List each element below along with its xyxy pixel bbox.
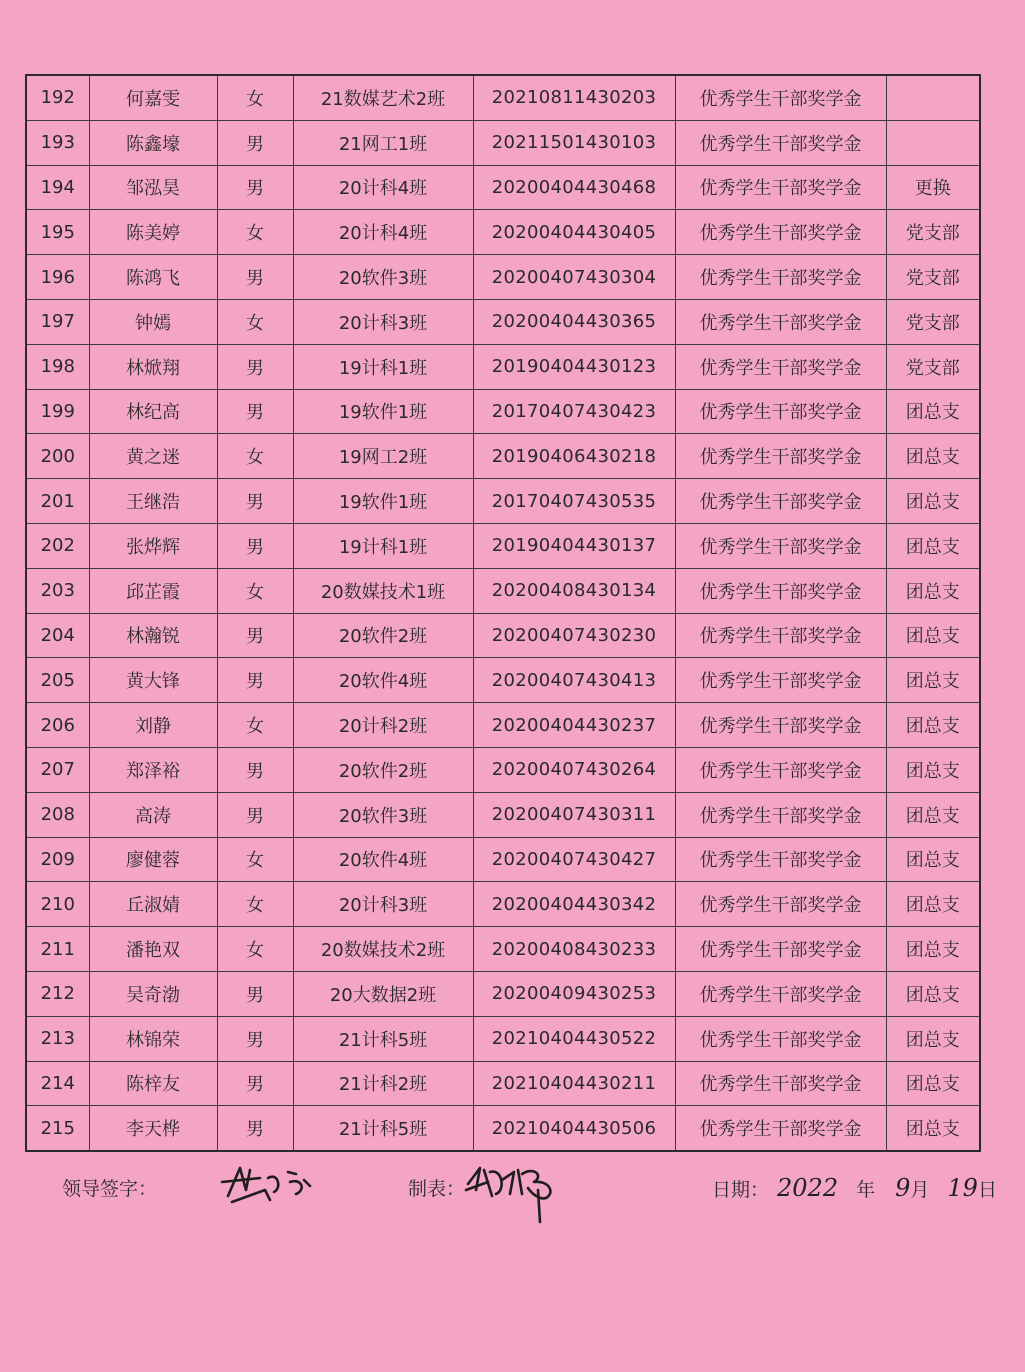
- award-name-cell: 优秀学生干部奖学金: [675, 1061, 886, 1106]
- student-name-cell: 何嘉雯: [89, 75, 217, 120]
- row-number-cell: 201: [26, 479, 89, 524]
- student-id-cell: 20210404430522: [473, 1016, 675, 1061]
- student-id-cell: 20190404430123: [473, 344, 675, 389]
- award-name-cell: 优秀学生干部奖学金: [675, 613, 886, 658]
- remark-cell: 团总支: [886, 837, 980, 882]
- row-number-cell: 207: [26, 747, 89, 792]
- student-id-cell: 20170407430535: [473, 479, 675, 524]
- award-name-cell: 优秀学生干部奖学金: [675, 971, 886, 1016]
- month-unit: 月: [910, 1179, 930, 1201]
- remark-cell: 团总支: [886, 882, 980, 927]
- gender-cell: 男: [217, 479, 293, 524]
- award-name-cell: 优秀学生干部奖学金: [675, 389, 886, 434]
- row-number-cell: 194: [26, 165, 89, 210]
- student-id-cell: 20200404430365: [473, 299, 675, 344]
- table-row: [26, 1106, 980, 1151]
- maker-signature-icon: [462, 1160, 572, 1225]
- row-number-cell: 203: [26, 568, 89, 613]
- class-name-cell: 20数媒技术2班: [293, 927, 473, 972]
- table-row: [26, 792, 980, 837]
- remark-cell: 团总支: [886, 658, 980, 703]
- table-row: [26, 703, 980, 748]
- roster-body: [26, 75, 980, 1151]
- row-number-cell: 210: [26, 882, 89, 927]
- award-name-cell: 优秀学生干部奖学金: [675, 210, 886, 255]
- table-row: [26, 389, 980, 434]
- table-row: [26, 927, 980, 972]
- row-number-cell: 208: [26, 792, 89, 837]
- year-unit: 年: [856, 1179, 876, 1201]
- student-name-cell: 林锦荣: [89, 1016, 217, 1061]
- student-name-cell: 吴奇渤: [89, 971, 217, 1016]
- student-id-cell: 20200404430405: [473, 210, 675, 255]
- student-name-cell: 潘艳双: [89, 927, 217, 972]
- remark-cell: 党支部: [886, 255, 980, 300]
- row-number-cell: 209: [26, 837, 89, 882]
- remark-cell: 党支部: [886, 344, 980, 389]
- student-name-cell: 黄之迷: [89, 434, 217, 479]
- row-number-cell: 197: [26, 299, 89, 344]
- gender-cell: 女: [217, 568, 293, 613]
- gender-cell: 女: [217, 75, 293, 120]
- gender-cell: 男: [217, 523, 293, 568]
- student-name-cell: 陈鑫壕: [89, 120, 217, 165]
- row-number-cell: 199: [26, 389, 89, 434]
- remark-cell: 更换: [886, 165, 980, 210]
- student-id-cell: 20190406430218: [473, 434, 675, 479]
- date-field: [712, 1174, 997, 1202]
- row-number-cell: 202: [26, 523, 89, 568]
- award-name-cell: 优秀学生干部奖学金: [675, 837, 886, 882]
- award-name-cell: 优秀学生干部奖学金: [675, 75, 886, 120]
- class-name-cell: 20软件2班: [293, 613, 473, 658]
- class-name-cell: 20计科4班: [293, 210, 473, 255]
- table-row: [26, 75, 980, 120]
- gender-cell: 男: [217, 613, 293, 658]
- class-name-cell: 20软件4班: [293, 658, 473, 703]
- row-number-cell: 193: [26, 120, 89, 165]
- student-id-cell: 20190404430137: [473, 523, 675, 568]
- table-row: [26, 344, 980, 389]
- class-name-cell: 20软件2班: [293, 747, 473, 792]
- remark-cell: 团总支: [886, 1061, 980, 1106]
- table-row: [26, 1061, 980, 1106]
- table-row: [26, 747, 980, 792]
- student-name-cell: 刘静: [89, 703, 217, 748]
- class-name-cell: 19网工2班: [293, 434, 473, 479]
- student-name-cell: 张烨辉: [89, 523, 217, 568]
- class-name-cell: 20计科4班: [293, 165, 473, 210]
- row-number-cell: 198: [26, 344, 89, 389]
- student-id-cell: 20200408430233: [473, 927, 675, 972]
- award-name-cell: 优秀学生干部奖学金: [675, 479, 886, 524]
- student-name-cell: 林瀚锐: [89, 613, 217, 658]
- table-row: [26, 1016, 980, 1061]
- student-id-cell: 20211501430103: [473, 120, 675, 165]
- gender-cell: 男: [217, 792, 293, 837]
- remark-cell: 团总支: [886, 792, 980, 837]
- student-name-cell: 钟嫣: [89, 299, 217, 344]
- award-name-cell: 优秀学生干部奖学金: [675, 344, 886, 389]
- student-id-cell: 20210404430506: [473, 1106, 675, 1151]
- row-number-cell: 196: [26, 255, 89, 300]
- award-name-cell: 优秀学生干部奖学金: [675, 1016, 886, 1061]
- gender-cell: 男: [217, 747, 293, 792]
- award-name-cell: 优秀学生干部奖学金: [675, 523, 886, 568]
- award-name-cell: 优秀学生干部奖学金: [675, 255, 886, 300]
- row-number-cell: 205: [26, 658, 89, 703]
- table-row: [26, 210, 980, 255]
- student-id-cell: 20170407430423: [473, 389, 675, 434]
- student-name-cell: 林纪高: [89, 389, 217, 434]
- table-row: [26, 882, 980, 927]
- table-row: [26, 613, 980, 658]
- class-name-cell: 19计科1班: [293, 523, 473, 568]
- student-name-cell: 王继浩: [89, 479, 217, 524]
- remark-cell: 团总支: [886, 523, 980, 568]
- gender-cell: 男: [217, 971, 293, 1016]
- award-name-cell: 优秀学生干部奖学金: [675, 568, 886, 613]
- row-number-cell: 206: [26, 703, 89, 748]
- student-name-cell: 林焮翔: [89, 344, 217, 389]
- student-id-cell: 20200407430427: [473, 837, 675, 882]
- class-name-cell: 21计科5班: [293, 1016, 473, 1061]
- scholarship-roster-table: [25, 74, 981, 1152]
- row-number-cell: 200: [26, 434, 89, 479]
- table-row: [26, 658, 980, 703]
- remark-cell: 党支部: [886, 299, 980, 344]
- gender-cell: 女: [217, 703, 293, 748]
- student-id-cell: 20200407430304: [473, 255, 675, 300]
- gender-cell: 男: [217, 1016, 293, 1061]
- award-name-cell: 优秀学生干部奖学金: [675, 792, 886, 837]
- row-number-cell: 204: [26, 613, 89, 658]
- table-row: [26, 479, 980, 524]
- student-id-cell: 20200404430468: [473, 165, 675, 210]
- gender-cell: 男: [217, 658, 293, 703]
- row-number-cell: 192: [26, 75, 89, 120]
- gender-cell: 女: [217, 210, 293, 255]
- table-row: [26, 299, 980, 344]
- gender-cell: 男: [217, 389, 293, 434]
- class-name-cell: 20数媒技术1班: [293, 568, 473, 613]
- table-row: [26, 120, 980, 165]
- gender-cell: 女: [217, 927, 293, 972]
- gender-cell: 女: [217, 837, 293, 882]
- remark-cell: 团总支: [886, 479, 980, 524]
- student-name-cell: 陈鸿飞: [89, 255, 217, 300]
- student-id-cell: 20210811430203: [473, 75, 675, 120]
- student-id-cell: 20200409430253: [473, 971, 675, 1016]
- class-name-cell: 21数媒艺术2班: [293, 75, 473, 120]
- student-id-cell: 20210404430211: [473, 1061, 675, 1106]
- gender-cell: 男: [217, 1106, 293, 1151]
- date-month: 9: [895, 1174, 911, 1202]
- award-name-cell: 优秀学生干部奖学金: [675, 120, 886, 165]
- row-number-cell: 215: [26, 1106, 89, 1151]
- student-id-cell: 20200404430237: [473, 703, 675, 748]
- gender-cell: 女: [217, 434, 293, 479]
- maker-signature-label: 制表：: [408, 1178, 466, 1200]
- remark-cell: [886, 75, 980, 120]
- student-id-cell: 20200404430342: [473, 882, 675, 927]
- class-name-cell: 20大数据2班: [293, 971, 473, 1016]
- remark-cell: 党支部: [886, 210, 980, 255]
- row-number-cell: 211: [26, 927, 89, 972]
- remark-cell: 团总支: [886, 568, 980, 613]
- student-name-cell: 李天桦: [89, 1106, 217, 1151]
- table-row: [26, 971, 980, 1016]
- remark-cell: 团总支: [886, 434, 980, 479]
- award-name-cell: 优秀学生干部奖学金: [675, 299, 886, 344]
- student-name-cell: 丘淑婧: [89, 882, 217, 927]
- date-year: 2022: [777, 1174, 839, 1202]
- gender-cell: 女: [217, 882, 293, 927]
- gender-cell: 男: [217, 165, 293, 210]
- signature-footer: [0, 1160, 1025, 1230]
- date-day: 19: [947, 1174, 978, 1202]
- remark-cell: 团总支: [886, 613, 980, 658]
- table-row: [26, 165, 980, 210]
- date-label: 日期：: [712, 1179, 770, 1201]
- class-name-cell: 19计科1班: [293, 344, 473, 389]
- table-row: [26, 255, 980, 300]
- student-id-cell: 20200407430413: [473, 658, 675, 703]
- student-id-cell: 20200408430134: [473, 568, 675, 613]
- award-name-cell: 优秀学生干部奖学金: [675, 658, 886, 703]
- class-name-cell: 20计科3班: [293, 882, 473, 927]
- class-name-cell: 20软件4班: [293, 837, 473, 882]
- student-name-cell: 陈美婷: [89, 210, 217, 255]
- class-name-cell: 21计科5班: [293, 1106, 473, 1151]
- row-number-cell: 214: [26, 1061, 89, 1106]
- gender-cell: 男: [217, 255, 293, 300]
- student-name-cell: 邹泓昊: [89, 165, 217, 210]
- gender-cell: 男: [217, 344, 293, 389]
- student-id-cell: 20200407430311: [473, 792, 675, 837]
- class-name-cell: 20软件3班: [293, 255, 473, 300]
- class-name-cell: 20软件3班: [293, 792, 473, 837]
- table-row: [26, 434, 980, 479]
- award-name-cell: 优秀学生干部奖学金: [675, 165, 886, 210]
- remark-cell: 团总支: [886, 747, 980, 792]
- award-name-cell: 优秀学生干部奖学金: [675, 747, 886, 792]
- remark-cell: 团总支: [886, 1016, 980, 1061]
- student-name-cell: 高涛: [89, 792, 217, 837]
- leader-signature-label: 领导签字：: [62, 1178, 158, 1200]
- gender-cell: 女: [217, 299, 293, 344]
- remark-cell: [886, 120, 980, 165]
- gender-cell: 男: [217, 120, 293, 165]
- class-name-cell: 19软件1班: [293, 389, 473, 434]
- day-unit: 日: [977, 1179, 997, 1201]
- remark-cell: 团总支: [886, 1106, 980, 1151]
- class-name-cell: 19软件1班: [293, 479, 473, 524]
- student-id-cell: 20200407430264: [473, 747, 675, 792]
- row-number-cell: 195: [26, 210, 89, 255]
- table-row: [26, 837, 980, 882]
- class-name-cell: 21网工1班: [293, 120, 473, 165]
- student-id-cell: 20200407430230: [473, 613, 675, 658]
- student-name-cell: 陈梓友: [89, 1061, 217, 1106]
- table-row: [26, 523, 980, 568]
- student-name-cell: 廖健蓉: [89, 837, 217, 882]
- award-name-cell: 优秀学生干部奖学金: [675, 1106, 886, 1151]
- student-name-cell: 郑泽裕: [89, 747, 217, 792]
- class-name-cell: 21计科2班: [293, 1061, 473, 1106]
- table-row: [26, 568, 980, 613]
- remark-cell: 团总支: [886, 389, 980, 434]
- award-name-cell: 优秀学生干部奖学金: [675, 703, 886, 748]
- row-number-cell: 212: [26, 971, 89, 1016]
- class-name-cell: 20计科2班: [293, 703, 473, 748]
- award-name-cell: 优秀学生干部奖学金: [675, 927, 886, 972]
- remark-cell: 团总支: [886, 927, 980, 972]
- class-name-cell: 20计科3班: [293, 299, 473, 344]
- leader-signature-icon: [210, 1160, 320, 1210]
- remark-cell: 团总支: [886, 971, 980, 1016]
- award-name-cell: 优秀学生干部奖学金: [675, 882, 886, 927]
- row-number-cell: 213: [26, 1016, 89, 1061]
- student-name-cell: 邱芷霞: [89, 568, 217, 613]
- remark-cell: 团总支: [886, 703, 980, 748]
- gender-cell: 男: [217, 1061, 293, 1106]
- student-name-cell: 黄大锋: [89, 658, 217, 703]
- award-name-cell: 优秀学生干部奖学金: [675, 434, 886, 479]
